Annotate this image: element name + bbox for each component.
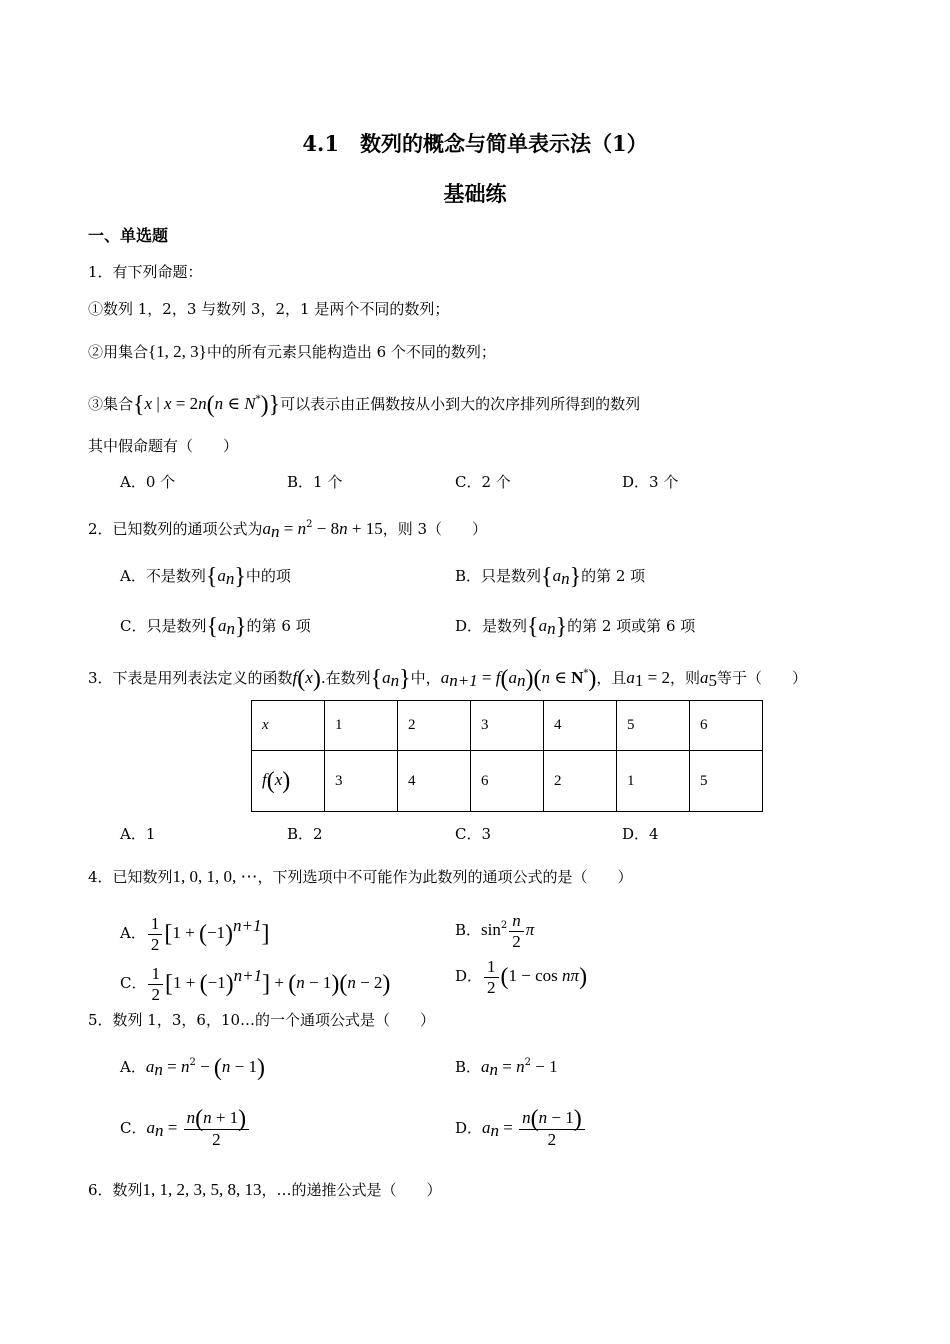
table-cell: 3 [471,701,544,751]
q1-option-a[interactable]: A．0 个 [120,473,176,491]
q2-stem: 2．已知数列的通项公式为$a_n = n^2 - 8n + 15$，则 3（ ） [88,519,488,541]
table-cell: 4 [398,751,471,812]
q1-statement-2: ②用集合{1, 2, 3}中的所有元素只能构造出 6 个不同的数列； [88,342,496,361]
table-cell: 5 [617,701,690,751]
table-cell: 2 [544,751,617,812]
function-table [251,700,763,812]
q5-option-b[interactable]: B．$a_n = n^2 - 1$ [455,1057,558,1079]
q3-stem: 3．下表是用列表法定义的函数f(x).在数列$\{a_n\}$中，$a_{n+1} = f(a_n)(n$ ∈ N*)，且$a_1 = 2$，则$a_5$等于（ ） [88,666,807,692]
q2-option-d[interactable]: D．是数列$\{a_n\}$的第 2 项或第 6 项 [455,614,696,640]
table-cell: 6 [471,751,544,812]
table-cell: 1 [617,751,690,812]
q1-option-d[interactable]: D．3 个 [622,473,679,491]
q1-stem: 1．有下列命题： [88,263,203,281]
q2-option-a[interactable]: A．不是数列$\{a_n\}$中的项 [120,564,291,590]
q5-option-d[interactable]: D．$a_n$ = $\frac{n(n - 1)}{2}$ [455,1106,587,1153]
q4-option-d[interactable]: D． $\frac{1}{2}$ (1 − cos nπ) [455,956,588,997]
q1-statement-3: ③集合{x | x = 2n(n ∈ N*)}可以表示由正偶数按从小到大的次序排列所得到的数列 [88,392,641,418]
q6-stem: 6．数列1, 1, 2, 3, 5, 8, 13，…的递推公式是（ ） [88,1180,442,1199]
q3-option-d[interactable]: D．4 [622,825,659,843]
table-cell: 3 [325,751,398,812]
table-cell: 5 [690,751,763,812]
table-cell: 4 [544,701,617,751]
q1-statement-1: ①数列 1，2，3 与数列 3，2，1 是两个不同的数列； [88,300,450,318]
q2-option-b[interactable]: B．只是数列$\{a_n\}$的第 2 项 [455,564,646,590]
q4-stem: 4．已知数列1, 0, 1, 0, ⋯，下列选项中不可能作为此数列的通项公式的是（ ） [88,867,633,886]
page-title: 4.1 数列的概念与简单表示法（1） [302,131,648,156]
table-cell: 1 [325,701,398,751]
q1-option-c[interactable]: C．2 个 [455,473,511,491]
table-row-label-fx: f(x) [252,751,325,812]
table-cell: 2 [398,701,471,751]
q2-option-c[interactable]: C．只是数列$\{a_n\}$的第 6 项 [120,614,311,640]
section-heading: 一、单选题 [88,226,169,245]
q3-option-c[interactable]: C．3 [455,825,492,843]
q3-option-a[interactable]: A．1 [120,825,156,843]
q4-option-a[interactable]: A． $\frac{1}{2}$ $[1 + (-1)^{n+1}]$ [120,913,270,954]
q5-stem: 5．数列 1，3，6，10…的一个通项公式是（ ） [88,1011,436,1029]
q1-question: 其中假命题有（ ） [88,437,239,455]
q3-option-b[interactable]: B．2 [287,825,323,843]
q1-option-b[interactable]: B．1 个 [287,473,343,491]
table-row-label-x: x [252,701,325,751]
q5-option-c[interactable]: C．$a_n$ = $\frac{n(n + 1)}{2}$ [120,1106,251,1153]
q5-option-a[interactable]: A．$a_n = n^2 - (n - 1)$ [120,1055,265,1081]
page-subtitle: 基础练 [443,181,507,206]
q4-option-b[interactable]: B．$\sin^2$ $\frac{n}{2}$ π [455,910,535,951]
table-cell: 6 [690,701,763,751]
q4-option-c[interactable]: C． $\frac{1}{2}$ $[1 + (-1)^{n+1}] + (n - 1)(n - 2)$ [120,963,391,1004]
